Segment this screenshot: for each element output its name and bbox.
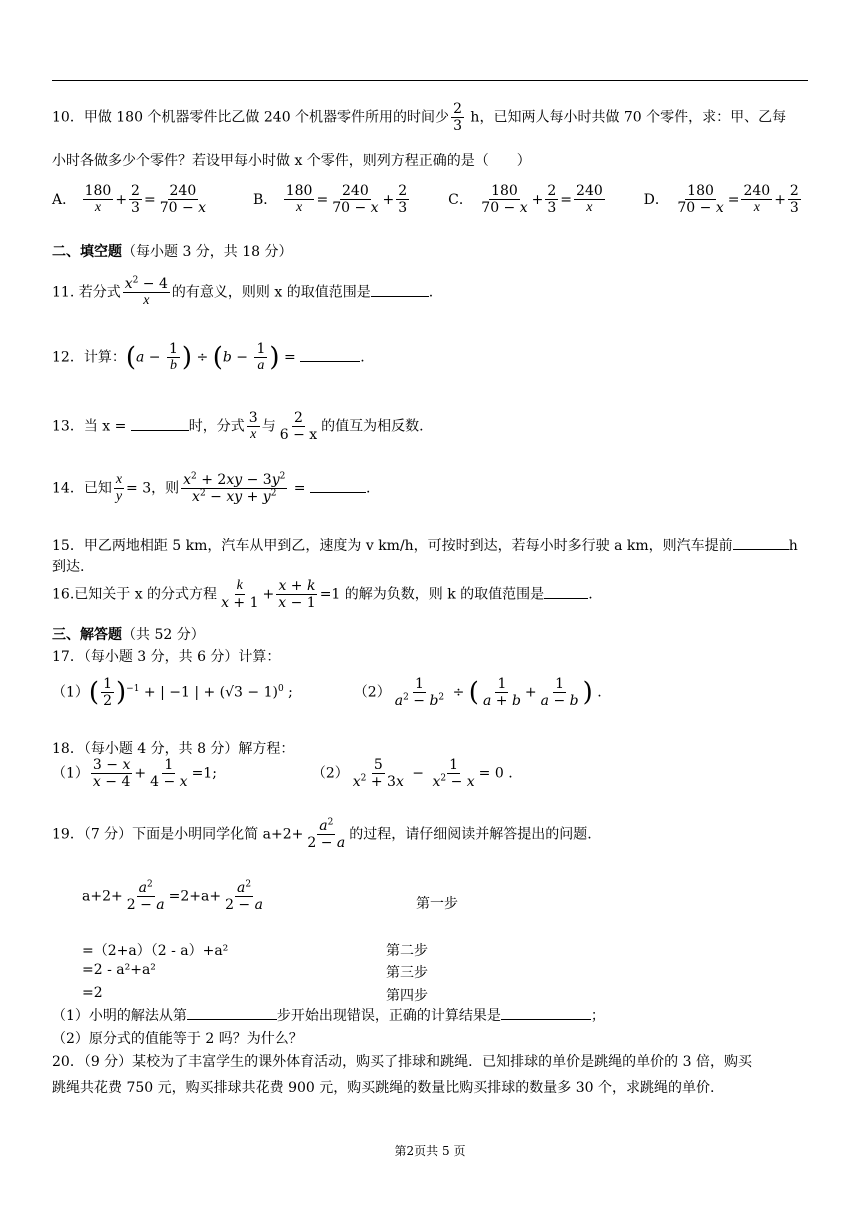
q19-step4: =2 bbox=[82, 985, 103, 1001]
q19-result-blank[interactable] bbox=[501, 1005, 591, 1020]
option-b: B． $\frac{180}{x}$ = $\frac{240}{70 - x}$ + $\frac{2}{3}$ bbox=[252, 183, 408, 217]
header-rule bbox=[52, 80, 808, 81]
section2-heading: 二、填空题（每小题 3 分，共 18 分） bbox=[52, 244, 293, 260]
option-d: D． $\frac{180}{70 - x}$ = $\frac{240}{x}$ + $\frac{2}{3}$ bbox=[643, 183, 799, 217]
q19-step1: a+2+ $\frac{a^2}{2 - a}$ =2+a+ $\frac{a^2}{2 - a}$ bbox=[82, 879, 263, 914]
q17-heading: 17．（每小题 3 分，共 6 分）计算： bbox=[52, 649, 281, 665]
q19-heading: 19．（7 分）下面是小明同学化简 a+2+ $\frac{a^2}{2 - a}$ 的过程，请仔细阅读并解答提出的问题. bbox=[52, 817, 592, 852]
q14-answer-blank[interactable] bbox=[310, 478, 366, 493]
q14: 14．已知 $\frac{x}{y}$ = 3，则 $\frac{x^2 + 2xy - 3y^2}{x^2 - xy + y^2}$ = . bbox=[52, 471, 371, 506]
q15-line1: 15．甲乙两地相距 5 km，汽车从甲到乙，速度为 v km/h，可按时到达，若每小时多行驶 a km，则汽车提前 h bbox=[52, 535, 798, 555]
q10-line1: 10．甲做 180 个机器零件比乙做 240 个机器零件所用的时间少 $\frac{2}{3}$ h，已知两人每小时共做 70 个零件，求：甲、乙每 bbox=[52, 101, 787, 135]
q11-answer-blank[interactable] bbox=[371, 282, 429, 297]
q18-parts: （1） $\frac{3 - x}{x - 4}$ + $\frac{1}{4 - x}$ =1; （2） $\frac{5}{x^2 + 3x}$ − $\frac{1}{x^2 - x}$ = 0 . bbox=[52, 757, 513, 791]
q20-line1: 20．（9 分）某校为了丰富学生的课外体育活动，购买了排球和跳绳．已知排球的单价是跳绳的单价的 3 倍，购买 bbox=[52, 1054, 752, 1070]
q12: 12．计算：(a − $\frac{1}{b}$ ) ÷ (b − $\frac{1}{a}$ ) = . bbox=[52, 341, 365, 374]
q19-step3-label: 第三步 bbox=[386, 965, 428, 981]
q20-line2: 跳绳共花费 750 元，购买排球共花费 900 元，购买跳绳的数量比购买排球的数量多 30 个，求跳绳的单价. bbox=[52, 1080, 715, 1096]
q19-step2-label: 第二步 bbox=[386, 943, 428, 959]
q19-step4-label: 第四步 bbox=[386, 988, 428, 1004]
q10-line2: 小时各做多少个零件？若设甲每小时做 x 个零件，则列方程正确的是（ ） bbox=[52, 153, 531, 169]
q15-answer-blank[interactable] bbox=[733, 535, 789, 550]
q16-answer-blank[interactable] bbox=[544, 584, 588, 599]
q19-step-blank[interactable] bbox=[187, 1005, 277, 1020]
q19-sub2: （2）原分式的值能等于 2 吗？为什么？ bbox=[52, 1031, 303, 1047]
q17-parts: （1）( $\frac{1}{2}$ )$^{-1}$ + | −1 | + $(√3 - 1)^0$ ; （2） $\frac{1}{a^2 - b^2}$ ÷ ( $\frac{1}{a + b}$ + $\frac{1}{a - b}$ ) . bbox=[52, 676, 602, 710]
q13: 13．当 x = 时，分式 $\frac{3}{x}$ 与 $\frac{2}{6 - x}$ 的值互为相反数. bbox=[52, 410, 424, 444]
q10-options bbox=[52, 183, 803, 216]
section3-heading: 三、解答题（共 52 分） bbox=[52, 627, 205, 643]
page-footer: 第2页共 5 页 bbox=[394, 1144, 466, 1158]
q19-step2: =（2+a）（2 - a）+a² bbox=[82, 943, 229, 959]
q10-fraction: $\frac{2}{3}$ bbox=[453, 101, 462, 135]
option-c: C． $\frac{180}{70 - x}$ + $\frac{2}{3}$ = $\frac{240}{x}$ bbox=[448, 183, 603, 217]
q16: 16.已知关于 x 的分式方程 $\frac{k}{x + 1}$ + $\frac{x + k}{x - 1}$ =1 的解为负数，则 k 的取值范围是 . bbox=[52, 578, 593, 612]
q11: 11. 若分式 $\frac{x^2 - 4}{x}$ 的有意义，则则 x 的取值范围是 . bbox=[52, 275, 434, 309]
option-a: A． $\frac{180}{x}$ + $\frac{2}{3}$ = $\frac{240}{70 - x}$ bbox=[52, 183, 207, 217]
q13-answer-blank[interactable] bbox=[131, 416, 189, 431]
q19-sub1: （1）小明的解法从第 步开始出现错误，正确的计算结果是 ； bbox=[52, 1005, 605, 1025]
q19-step1-label: 第一步 bbox=[416, 896, 458, 912]
q19-step3: =2 - a²+a² bbox=[82, 962, 156, 978]
q15-line2: 到达. bbox=[52, 559, 85, 575]
q18-heading: 18．（每小题 4 分，共 8 分）解方程： bbox=[52, 741, 295, 757]
q12-answer-blank[interactable] bbox=[300, 347, 360, 362]
